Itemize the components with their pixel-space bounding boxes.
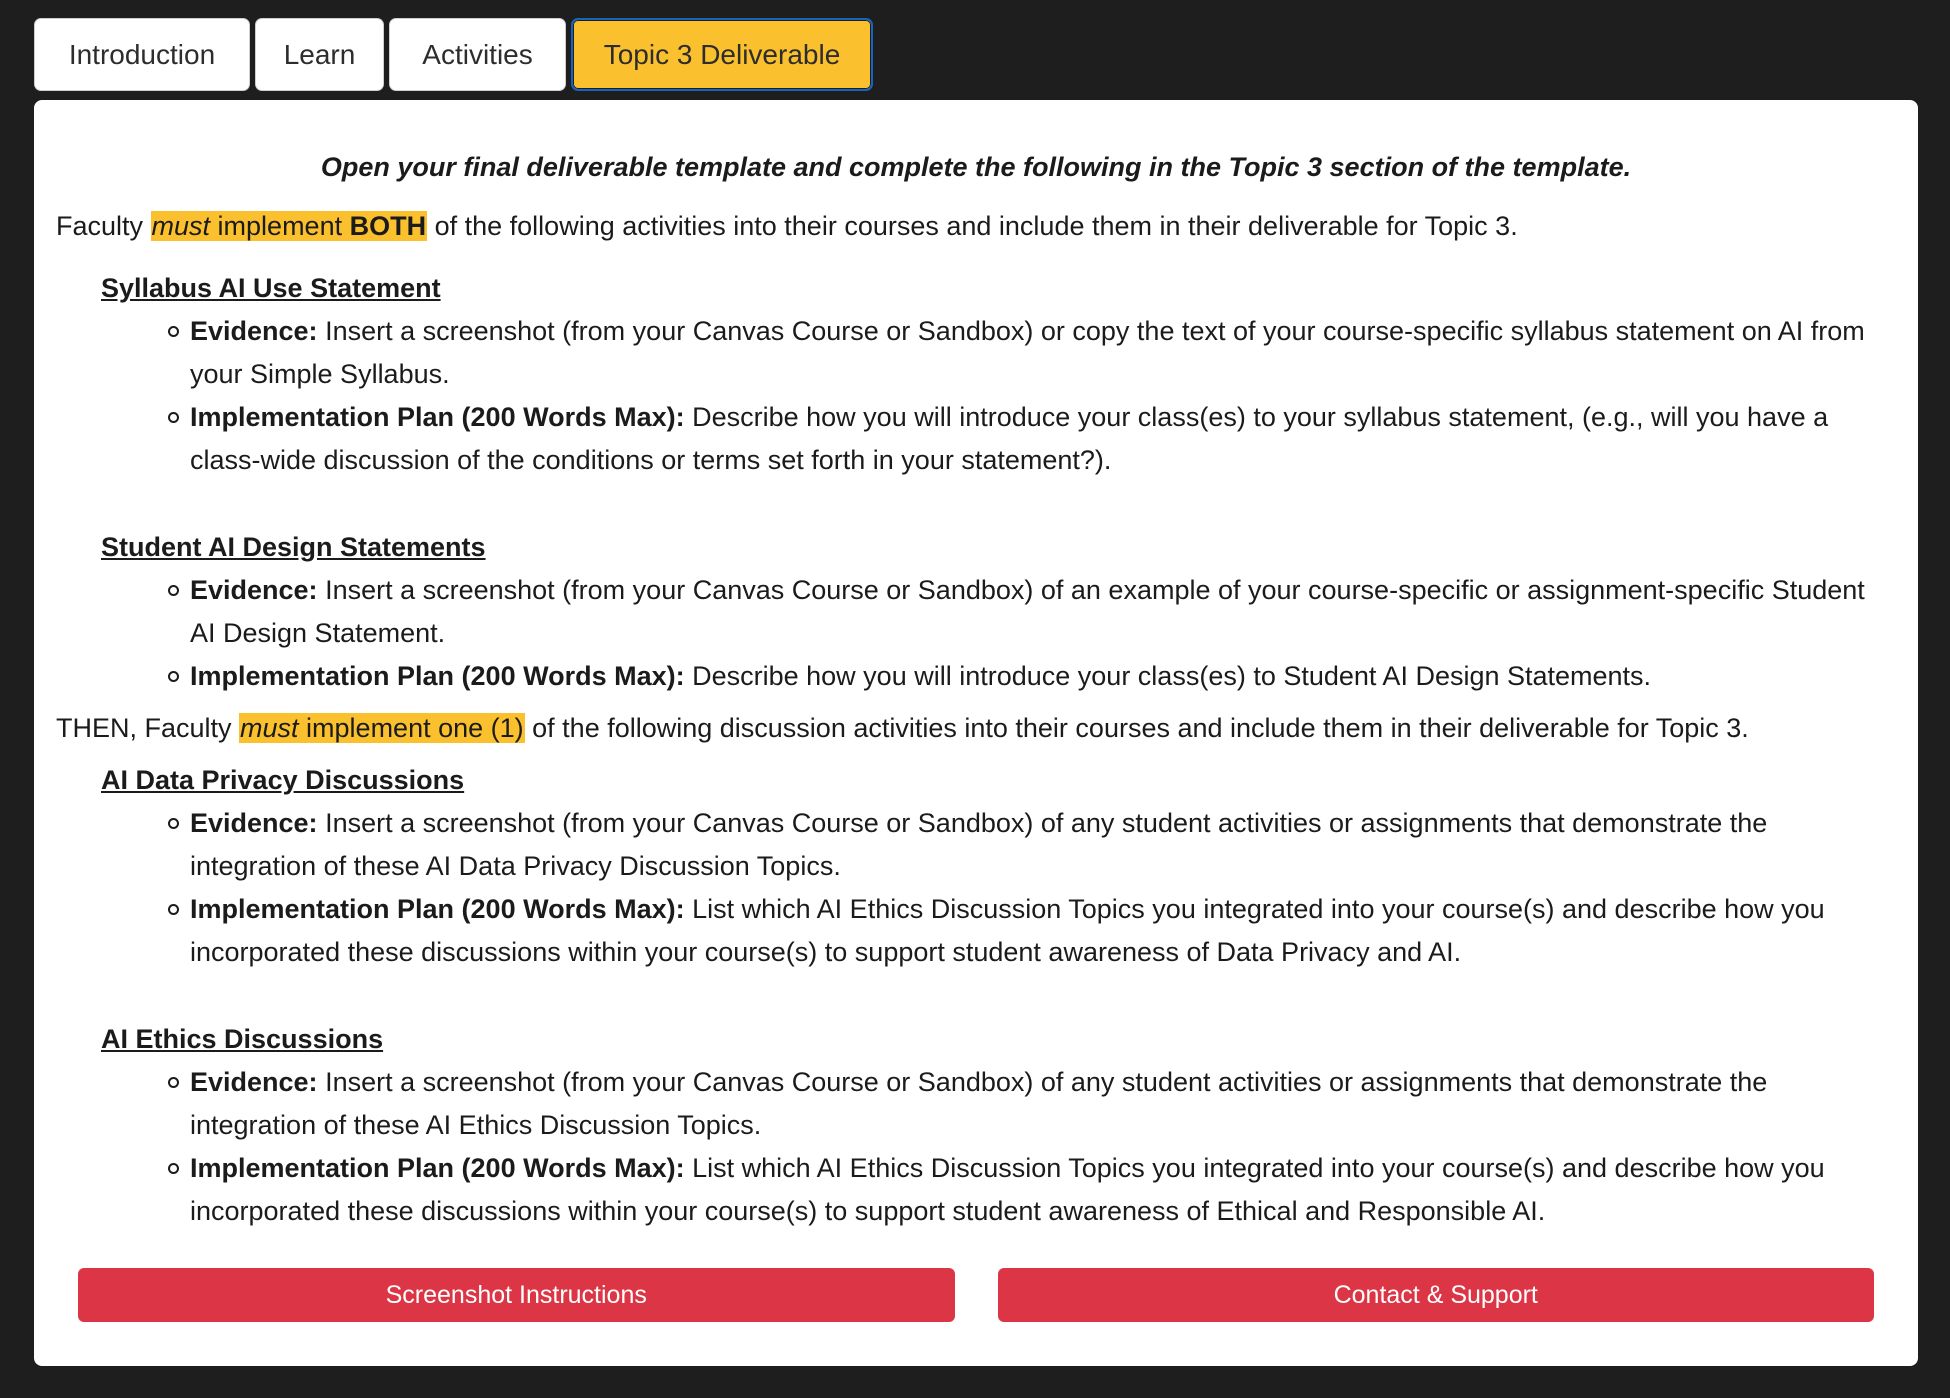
item-list [168, 802, 1896, 974]
item-text: List which AI Ethics Discussion Topics you integrated into your course(s) and describe how you incorporated these discussions within your course(s) to support student awareness of Ethical and Responsible AI. [190, 1153, 1825, 1226]
list-item [168, 569, 1896, 655]
list-item [168, 396, 1896, 482]
list-item [168, 802, 1896, 888]
section-title: Syllabus AI Use Statement [101, 273, 441, 303]
item-text: Describe how you will introduce your class(es) to Student AI Design Statements. [684, 661, 1652, 691]
section-ai-ethics [101, 1018, 1896, 1233]
list-item [168, 1147, 1896, 1233]
button-row [78, 1268, 1874, 1322]
item-label: Evidence: [190, 316, 318, 346]
highlight-one-must: must [240, 713, 299, 743]
requirement-both-pre: Faculty [56, 211, 151, 241]
content-panel [34, 100, 1918, 1366]
circle-bullet-icon [168, 818, 179, 829]
circle-bullet-icon [168, 326, 179, 337]
item-label: Evidence: [190, 1067, 318, 1097]
requirement-both-post: of the following activities into their courses and include them in their deliverable for Topic 3. [427, 211, 1518, 241]
highlight-one-text: implement one (1) [298, 713, 524, 743]
item-text: Insert a screenshot (from your Canvas Course or Sandbox) of any student activities or assignments that demonstrate the integration of these AI Ethics Discussion Topics. [190, 1067, 1768, 1140]
section-ai-data-privacy [101, 759, 1896, 1017]
item-text: Insert a screenshot (from your Canvas Course or Sandbox) of an example of your course-specific or assignment-specific Student AI Design Statement. [190, 575, 1865, 648]
item-label: Implementation Plan (200 Words Max): [190, 894, 685, 924]
requirement-both [56, 205, 1896, 248]
section-title: AI Data Privacy Discussions [101, 765, 465, 795]
item-label: Evidence: [190, 808, 318, 838]
contact-support-button[interactable]: Contact & Support [998, 1268, 1875, 1322]
item-text: List which AI Ethics Discussion Topics you integrated into your course(s) and describe how you incorporated these discussions within your course(s) to support student awareness of Data Privacy and AI. [190, 894, 1825, 967]
circle-bullet-icon [168, 1077, 179, 1088]
requirement-one [56, 707, 1896, 750]
circle-bullet-icon [168, 671, 179, 682]
highlight-both-bold: BOTH [349, 211, 427, 241]
instruction-heading: Open your final deliverable template and complete the following in the Topic 3 section of the template. [320, 152, 1632, 182]
circle-bullet-icon [168, 412, 179, 423]
tab-learn[interactable]: Learn [255, 18, 384, 91]
highlight-one [239, 713, 525, 743]
tab-introduction[interactable]: Introduction [34, 18, 250, 91]
item-label: Implementation Plan (200 Words Max): [190, 661, 685, 691]
section-student-ai-design [101, 526, 1896, 698]
tab-topic-3-deliverable[interactable]: Topic 3 Deliverable [571, 18, 873, 91]
circle-bullet-icon [168, 585, 179, 596]
item-text: Insert a screenshot (from your Canvas Course or Sandbox) of any student activities or assignments that demonstrate the integration of these AI Data Privacy Discussion Topics. [190, 808, 1768, 881]
requirement-one-pre: THEN, Faculty [56, 713, 240, 743]
screenshot-instructions-button[interactable]: Screenshot Instructions [78, 1268, 955, 1322]
circle-bullet-icon [168, 904, 179, 915]
list-item [168, 310, 1896, 396]
list-item [168, 888, 1896, 974]
item-label: Implementation Plan (200 Words Max): [190, 1153, 685, 1183]
tab-bar [34, 18, 873, 91]
list-item [168, 655, 1896, 698]
section-syllabus-ai-use [101, 267, 1896, 525]
highlight-both [151, 211, 428, 241]
item-list [168, 1061, 1896, 1233]
item-text: Insert a screenshot (from your Canvas Course or Sandbox) or copy the text of your course-specific syllabus statement on AI from your Simple Syllabus. [190, 316, 1865, 389]
item-label: Implementation Plan (200 Words Max): [190, 402, 685, 432]
section-title: AI Ethics Discussions [101, 1024, 384, 1054]
requirement-one-post: of the following discussion activities into their courses and include them in their deliverable for Topic 3. [524, 713, 1749, 743]
item-label: Evidence: [190, 575, 318, 605]
highlight-both-must: must [151, 211, 211, 241]
circle-bullet-icon [168, 1163, 179, 1174]
list-item [168, 1061, 1896, 1147]
section-title: Student AI Design Statements [101, 532, 486, 562]
item-text: Describe how you will introduce your class(es) to your syllabus statement, (e.g., will you have a class-wide discussion of the conditions or terms set forth in your statement?). [190, 402, 1829, 475]
item-list [168, 569, 1896, 698]
item-list [168, 310, 1896, 482]
highlight-both-text: implement [210, 211, 350, 241]
tab-activities[interactable]: Activities [389, 18, 566, 91]
